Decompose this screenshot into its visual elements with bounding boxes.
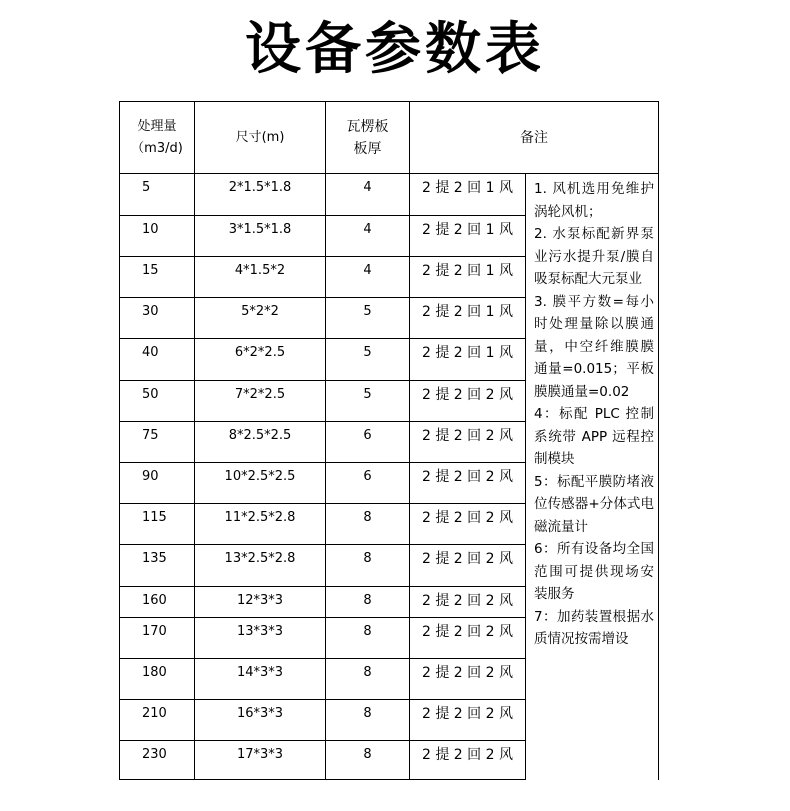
cell-config: 2 提 2 回 2 风	[410, 545, 526, 587]
note-item: 2. 水泵标配新界泵业污水提升泵/膜自吸泵标配大元泵业	[534, 226, 654, 287]
header-thickness-line2: 板厚	[353, 140, 382, 157]
cell-volume: 170	[120, 618, 195, 659]
cell-thickness: 8	[326, 504, 410, 545]
cell-config: 2 提 2 回 2 风	[410, 700, 526, 741]
cell-volume: 180	[120, 659, 195, 700]
cell-volume: 15	[120, 257, 195, 298]
cell-thickness: 4	[326, 257, 410, 298]
note-item: 7：加药装置根据水质情况按需增设	[534, 608, 654, 647]
header-thickness-line1: 瓦楞板	[346, 118, 389, 135]
cell-config: 2 提 2 回 1 风	[410, 257, 526, 298]
note-item: 6：所有设备均全国范围可提供现场安装服务	[534, 541, 654, 602]
cell-config: 2 提 2 回 2 风	[410, 618, 526, 659]
cell-size: 6*2*2.5	[195, 339, 326, 381]
cell-config: 2 提 2 回 2 风	[410, 659, 526, 700]
parameter-table	[119, 101, 659, 780]
cell-volume: 40	[120, 339, 195, 381]
cell-size: 17*3*3	[195, 741, 326, 780]
cell-volume: 230	[120, 741, 195, 780]
cell-config: 2 提 2 回 2 风	[410, 381, 526, 422]
cell-size: 2*1.5*1.8	[195, 174, 326, 216]
cell-config: 2 提 2 回 2 风	[410, 504, 526, 545]
cell-volume: 90	[120, 463, 195, 504]
cell-size: 7*2*2.5	[195, 381, 326, 422]
cell-thickness: 8	[326, 741, 410, 780]
cell-config: 2 提 2 回 1 风	[410, 216, 526, 257]
cell-volume: 115	[120, 504, 195, 545]
cell-volume: 50	[120, 381, 195, 422]
cell-thickness: 5	[326, 381, 410, 422]
cell-size: 5*2*2	[195, 298, 326, 339]
header-remark: 备注	[410, 102, 659, 174]
cell-volume: 5	[120, 174, 195, 216]
header-volume-line2: （m3/d)	[131, 140, 183, 156]
cell-config: 2 提 2 回 1 风	[410, 174, 526, 216]
cell-volume: 135	[120, 545, 195, 587]
page-title: 设备参数表	[245, 17, 545, 82]
cell-volume: 10	[120, 216, 195, 257]
cell-size: 13*3*3	[195, 618, 326, 659]
cell-thickness: 6	[326, 463, 410, 504]
cell-config: 2 提 2 回 2 风	[410, 422, 526, 463]
cell-size: 16*3*3	[195, 700, 326, 741]
cell-size: 4*1.5*2	[195, 257, 326, 298]
note-item: 3. 膜平方数=每小时处理量除以膜通量，中空纤维膜膜通量=0.015；平板膜膜通量=0.02	[534, 293, 654, 400]
cell-config: 2 提 2 回 1 风	[410, 298, 526, 339]
cell-size: 13*2.5*2.8	[195, 545, 326, 587]
cell-volume: 160	[120, 587, 195, 618]
header-size: 尺寸(m)	[195, 102, 326, 174]
cell-volume: 30	[120, 298, 195, 339]
cell-config: 2 提 2 回 2 风	[410, 741, 526, 780]
cell-thickness: 5	[326, 339, 410, 381]
header-volume-line1: 处理量	[137, 118, 177, 134]
cell-thickness: 5	[326, 298, 410, 339]
cell-size: 12*3*3	[195, 587, 326, 618]
cell-thickness: 8	[326, 545, 410, 587]
cell-thickness: 4	[326, 216, 410, 257]
header-thickness	[326, 102, 410, 174]
cell-config: 2 提 2 回 1 风	[410, 339, 526, 381]
cell-volume: 210	[120, 700, 195, 741]
cell-size: 8*2.5*2.5	[195, 422, 326, 463]
cell-thickness: 8	[326, 587, 410, 618]
note-item: 5：标配平膜防堵液位传感器+分体式电磁流量计	[534, 473, 654, 535]
cell-thickness: 6	[326, 422, 410, 463]
cell-config: 2 提 2 回 2 风	[410, 463, 526, 504]
cell-thickness: 8	[326, 659, 410, 700]
cell-size: 14*3*3	[195, 659, 326, 700]
cell-volume: 75	[120, 422, 195, 463]
cell-thickness: 8	[326, 700, 410, 741]
cell-size: 11*2.5*2.8	[195, 504, 326, 545]
cell-config: 2 提 2 回 2 风	[410, 587, 526, 618]
header-volume	[120, 102, 195, 174]
cell-thickness: 4	[326, 174, 410, 216]
note-item: 1. 风机选用免维护涡轮风机；	[534, 181, 654, 220]
cell-size: 3*1.5*1.8	[195, 216, 326, 257]
cell-size: 10*2.5*2.5	[195, 463, 326, 504]
remarks-cell	[526, 174, 659, 780]
cell-thickness: 8	[326, 618, 410, 659]
note-item: 4：标配 PLC 控制系统带 APP 远程控制模块	[534, 406, 654, 467]
